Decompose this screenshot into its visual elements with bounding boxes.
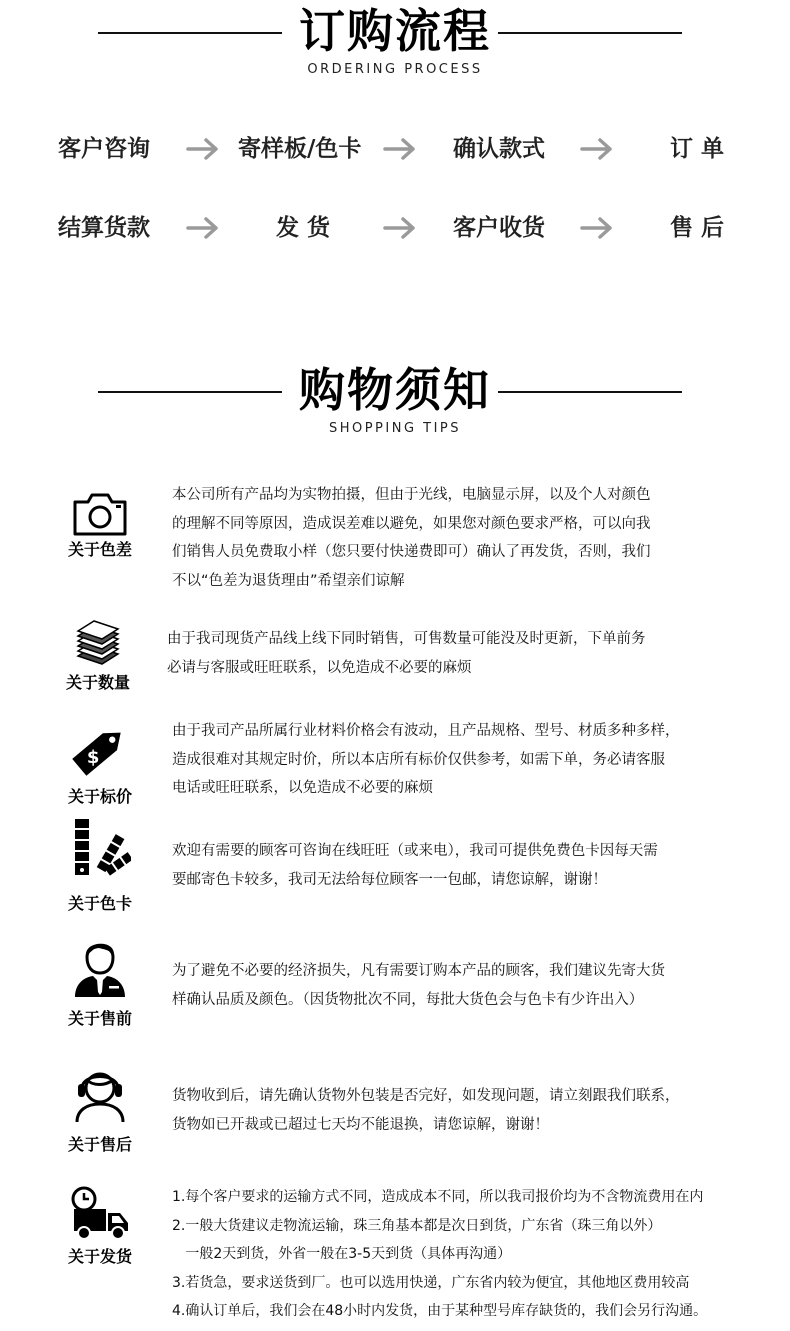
tip-label-price: 关于标价 (67, 787, 132, 806)
tip-text-color-card: 欢迎有需要的顾客可咨询在线旺旺（或来电），我司可提供免费色卡因每天需 要邮寄色卡较多，我司无法给每位顾客一一包邮，请您谅解，谢谢！ (172, 843, 658, 888)
tip-text-after-sale: 货物收到后，请先确认货物外包装是否完好，如发现问题，请立刻跟我们联系， 货物如已开裁或已超过七天均不能退换，请您谅解，谢谢！ (172, 1088, 680, 1133)
tip-label-shipping: 关于发货 (67, 1247, 132, 1266)
ordering-subtitle: ORDERING PROCESS (307, 62, 483, 77)
paper-stack-icon (58, 612, 138, 672)
flow-step-consult: 客户咨询 (58, 136, 150, 162)
header-rule-left (98, 32, 282, 34)
headset-agent-icon (60, 1064, 140, 1124)
flow-step-sample: 寄样板/色卡 (238, 136, 362, 162)
shopping-title: 购物须知 (299, 363, 491, 417)
flow-step-ship: 发 货 (276, 215, 331, 241)
tip-text-color-difference: 本公司所有产品均为实物拍摄，但由于光线，电脑显示屏，以及个人对颜色 的理解不同等原因，造成误差难以避免，如果您对颜色要求严格，可以向我 们销售人员免费取小样（您只要付快递费即可）确认了再发货，否则，我们 不以“色差为退货理由”希望亲们谅解 (172, 487, 651, 589)
price-tag-icon (60, 720, 140, 780)
shopping-header (0, 361, 790, 436)
tip-text-price: 由于我司产品所属行业材料价格会有波动，且产品规格、型号、材质多种多样， 造成很难对其规定时价，所以本店所有标价仅供参考，如需下单，务必请客服 电话或旺旺联系，以免造成不必要的麻烦 (172, 723, 680, 796)
ordering-title: 订购流程 (299, 4, 491, 58)
tip-label-quantity: 关于数量 (65, 673, 130, 692)
tip-text-pre-sale: 为了避免不必要的经济损失，凡有需要订购本产品的顾客，我们建议先寄大货 样确认品质及颜色。（因货物批次不同，每批大货色会与色卡有少许出入） (172, 963, 665, 1008)
arrow-right-icon (580, 137, 614, 161)
header-rule-right (498, 32, 682, 34)
flow-step-payment: 结算货款 (58, 215, 150, 241)
tip-label-color-difference: 关于色差 (67, 540, 132, 559)
flow-step-confirm: 确认款式 (453, 136, 545, 162)
tip-text-shipping: 1.每个客户要求的运输方式不同，造成成本不同，所以我司报价均为不含物流费用在内 2.一般大货建议走物流运输，珠三角基本都是次日到货，广东省（珠三角以外） 一般2天到货，外省一般在3-5天到货（具体再沟通） 3.若货急，要求送货到厂。也可以选用快递，广东省内较为便宜，其他地区费用较高 4.确认订单后，我们会在48小时内发货，由于某种型号库存缺货的，我们会另行沟通。 (172, 1189, 708, 1319)
arrow-right-icon (383, 137, 417, 161)
header-rule-right (498, 391, 682, 393)
arrow-right-icon (580, 216, 614, 240)
tip-label-pre-sale: 关于售前 (67, 1009, 132, 1028)
shopping-subtitle: SHOPPING TIPS (328, 421, 462, 436)
businessman-icon (60, 938, 140, 998)
tip-label-after-sale: 关于售后 (67, 1135, 132, 1154)
flow-step-receive: 客户收货 (453, 215, 545, 241)
arrow-right-icon (186, 137, 220, 161)
ordering-header (0, 2, 790, 77)
camera-icon (60, 484, 140, 544)
delivery-truck-icon (58, 1184, 138, 1244)
color-swatch-icon (58, 818, 138, 878)
flow-step-aftersale: 售 后 (670, 215, 725, 241)
arrow-right-icon (186, 216, 220, 240)
tip-text-quantity: 由于我司现货产品线上线下同时销售，可售数量可能没及时更新，下单前务 必请与客服或旺旺联系，以免造成不必要的麻烦 (167, 631, 646, 676)
tip-label-color-card: 关于色卡 (67, 894, 132, 913)
header-rule-left (98, 391, 282, 393)
flow-step-order: 订 单 (670, 136, 725, 162)
svg-text:$: $ (86, 746, 100, 768)
arrow-right-icon (383, 216, 417, 240)
